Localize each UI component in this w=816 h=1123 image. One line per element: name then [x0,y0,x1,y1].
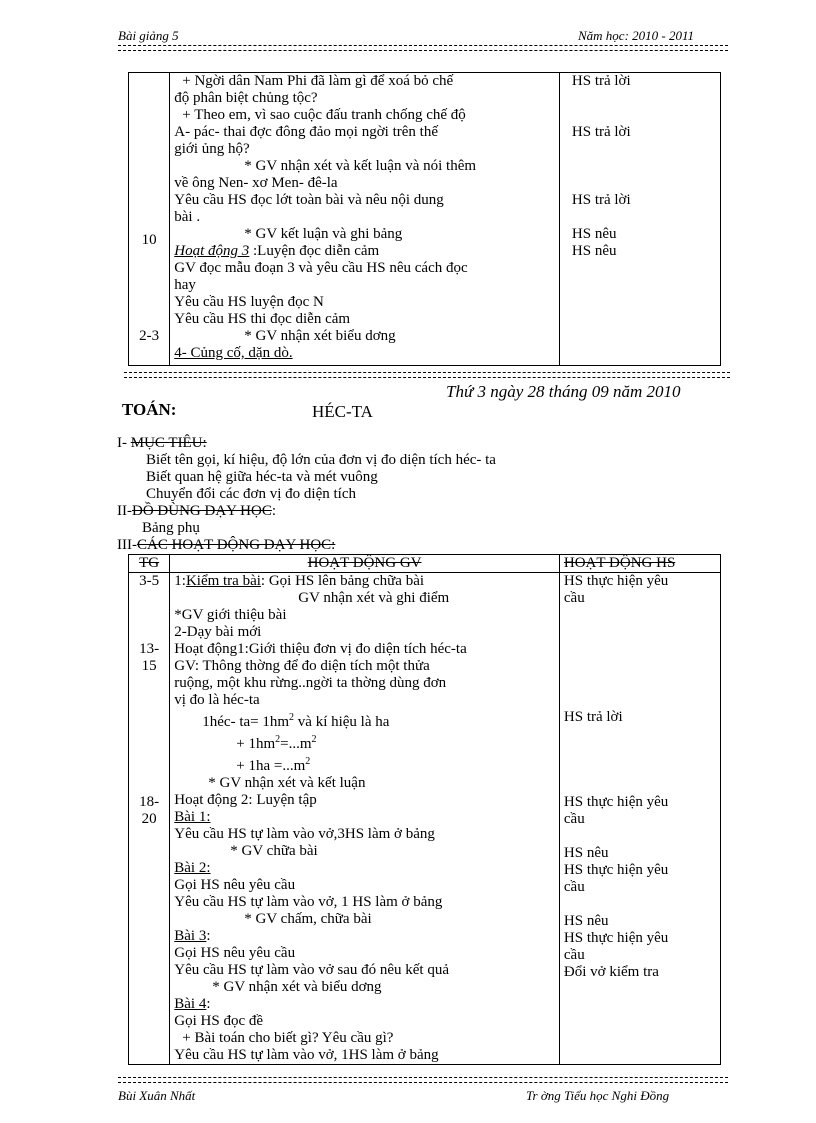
superscript: 2 [289,712,295,723]
gv-line: * GV nhận xét biểu dơng [244,328,396,344]
gv-line: bài . [174,209,201,225]
activity-3-title: Hoạt động 3 [174,243,250,259]
gv-line: Hoạt động1:Giới thiệu đơn vị đo diện tích héc-ta [174,641,467,657]
gv-line: về ông Nen- xơ Men- đê-la [174,175,338,191]
section-2-items [142,520,200,537]
ha-def: 1héc- ta= 1hm [202,714,290,730]
exercise-4-colon: : [206,996,211,1012]
material-item: Bảng phụ [142,520,200,536]
hs-line: cầu [563,590,585,606]
section-2-colon: : [271,503,277,519]
gv-line: độ phân biệt chủng tộc? [174,90,318,106]
activity-table-2 [128,554,721,1065]
hs-line: HS thực hiện yêu [563,930,669,946]
footer-left: Bùi Xuân Nhất [118,1088,196,1103]
objective-item: Chuyển đổi các đơn vị đo diện tích [146,486,356,502]
activity-3-rest: :Luyện đọc diễn cảm [249,243,380,259]
footer-divider-2 [118,1082,728,1083]
footer-divider [118,1077,728,1078]
gv-line: Gọi HS nêu yêu cầu [174,945,296,961]
gv-cell [170,73,560,366]
hs-line: HS nêu [563,913,609,929]
exercise-1-label: Bài 1: [174,809,211,825]
superscript: 2 [311,734,317,745]
tg-cell [129,573,170,1065]
hs-line: HS thực hiện yêu [563,862,669,878]
hs-line: HS trả lời [571,192,631,208]
hs-line: cầu [563,947,585,963]
gv-line: giới ủng hộ? [174,141,250,157]
exercise-3-label: Bài 3 [174,928,207,944]
gv-line: Yêu cầu HS tự làm vào vở sau đó nêu kết quả [174,962,450,978]
section-divider [124,372,730,373]
hs-line: cầu [563,879,585,895]
tg-value: 13- [139,641,160,657]
exercise-2-label: Bài 2: [174,860,211,876]
gv-line [174,996,555,1013]
hm-line-rest: =...m [280,736,312,752]
gv-cell [170,573,560,1065]
section-divider-2 [124,377,730,378]
header-divider-2 [118,50,728,51]
superscript: 2 [275,734,281,745]
hs-line: HS nêu [571,243,617,259]
gv-line: 2-Dạy bài mới [174,624,262,640]
hm-line: + 1hm [236,736,276,752]
section-2-title: ĐỒ DÙNG DẠY HỌC [132,503,272,519]
gv-line: * GV chấm, chữa bài [244,911,372,927]
gv-line: + Theo em, vì sao cuộc đấu tranh chống chế độ [182,107,466,123]
activity-table-1 [128,72,721,366]
table-header-row [129,555,721,573]
objective-item: Biết quan hệ giữa héc-ta và mét vuông [146,469,378,485]
gv-line [174,731,555,753]
section-3-heading [117,537,335,554]
section-3-title: CÁC HOẠT ĐỘNG DẠY HỌC: [136,537,336,553]
section-2-heading [117,503,276,520]
hs-cell [559,73,720,366]
header-left: Bài giảng 5 [118,28,179,43]
section-2-number: II- [117,503,132,519]
footer-right: Tr ờng Tiểu học Nghi Đồng [526,1088,670,1103]
gv-line: Gọi HS nêu yêu cầu [174,877,296,893]
kt-label: Kiểm tra bài [185,573,261,589]
gv-line [174,573,555,590]
superscript: 2 [305,756,311,767]
section-1-items [146,452,496,503]
hs-line: HS thực hiện yêu [563,573,669,589]
gv-line: Yêu cầu HS thi đọc diễn cảm [174,311,351,327]
gv-line: Yêu cầu HS tự làm vào vở, 1HS làm ở bảng [174,1047,439,1063]
header-divider [118,45,728,46]
table-row [129,73,721,366]
gv-line: * GV kết luận và ghi bảng [244,226,403,242]
exercise-3-colon: : [206,928,211,944]
tg-value: 3-5 [139,573,160,589]
gv-line: *GV giới thiệu bài [174,607,287,623]
exercise-4-label: Bài 4 [174,996,207,1012]
table-row [129,573,721,1065]
gv-line: GV: Thông thờng để đo diện tích một thửa [174,658,430,674]
ha-def-rest: và kí hiệu là ha [294,714,390,730]
tg-value: 15 [141,658,157,674]
hs-line: HS nêu [563,845,609,861]
hs-cell [559,573,720,1065]
gv-line: + Ngời dân Nam Phi đã làm gì để xoá bỏ chế [182,73,454,89]
gv-line: A- pác- thai đợc đông đảo mọi ngời trên thế [174,124,438,140]
date-line: Thứ 3 ngày 28 tháng 09 năm 2010 [446,382,681,401]
gv-line: hay [174,277,196,293]
gv-line: GV nhận xét và ghi điểm [298,590,450,606]
gv-line: Yêu cầu HS luyện đọc N [174,294,324,310]
hs-line: HS trả lời [571,124,631,140]
gv-line: Gọi HS đọc đề [174,1013,264,1029]
hs-line: HS trả lời [563,709,623,725]
gv-line [174,243,555,260]
header-gv: HOẠT ĐỘNG GV [170,555,560,573]
section-1-heading [117,435,207,452]
hs-line: HS thực hiện yêu [563,794,669,810]
gv-line: + Bài toán cho biết gì? Yêu cầu gì? [182,1030,394,1046]
lesson-title: HÉC-TA [312,402,373,421]
tg-cell [129,73,170,366]
gv-line: vị đo là héc-ta [174,692,260,708]
header-tg: TG [129,555,170,573]
tg-value: 18- [139,794,160,810]
hs-line: HS trả lời [571,73,631,89]
section-1-number: I- [117,435,127,451]
header-hs: HOẠT ĐỘNG HS [559,555,720,573]
gv-line: * GV nhận xét và kết luận và nói thêm [244,158,477,174]
objective-item: Biết tên gọi, kí hiệu, độ lớn của đơn vị đo diện tích héc- ta [146,452,496,468]
section-3-number: III- [117,537,137,553]
tg-value: 2-3 [139,328,160,344]
gv-line: * GV nhận xét và biểu dơng [212,979,382,995]
hs-line: HS nêu [571,226,617,242]
gv-line: Yêu cầu HS tự làm vào vở, 1 HS làm ở bảng [174,894,443,910]
hs-line: cầu [563,811,585,827]
subject-label: TOÁN: [122,400,177,419]
tg-value: 10 [141,232,157,248]
kt-prefix: 1: [174,573,186,589]
gv-line: Hoạt động 2: Luyện tập [174,792,317,808]
hs-line: Đổi vở kiểm tra [563,964,659,980]
gv-line: ruộng, một khu rừng..ngời ta thờng dùng đơn [174,675,447,691]
gv-line [174,928,555,945]
gv-line: * GV chữa bài [230,843,318,859]
gv-line: 4- Củng cố, dặn dò. [174,345,293,361]
gv-line [174,753,555,775]
gv-line: Yêu cầu HS tự làm vào vở,3HS làm ở bảng [174,826,435,842]
ha-line: + 1ha =...m [236,758,306,774]
gv-line [174,709,555,731]
gv-line: GV đọc mẫu đoạn 3 và yêu cầu HS nêu cách đọc [174,260,468,276]
kt-rest: : Gọi HS lên bảng chữa bài [260,573,425,589]
tg-value: 20 [141,811,157,827]
header-right: Năm học: 2010 - 2011 [578,28,695,43]
gv-line: * GV nhận xét và kết luận [208,775,366,791]
gv-line: Yêu cầu HS đọc lớt toàn bài và nêu nội dung [174,192,444,208]
section-1-title: MỤC TIÊU: [130,435,207,451]
